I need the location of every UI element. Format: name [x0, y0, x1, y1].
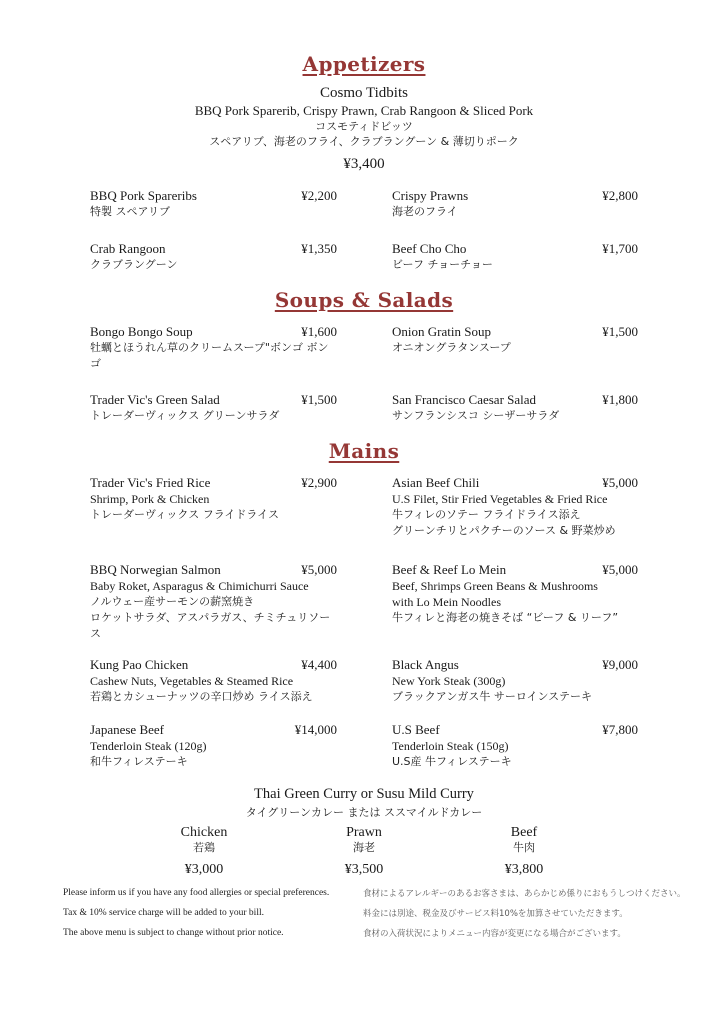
item-price: ¥5,000 — [602, 475, 638, 490]
item-name: BBQ Norwegian Salmon — [90, 562, 221, 577]
item-header — [392, 187, 638, 204]
item-price: ¥5,000 — [602, 562, 638, 577]
soups-row-1 — [90, 323, 638, 372]
item-header — [90, 656, 337, 673]
item-description-en: Baby Roket, Asparagus & Chimichurri Sauce — [90, 579, 309, 593]
menu-item-black-angus — [392, 656, 638, 705]
item-description-en: Beef, Shrimps Green Beans & Mushrooms — [392, 579, 598, 593]
menu-item-beef-and-reef-lo-mein — [392, 561, 638, 642]
item-description-jp: サンフランシスコ シーザーサラダ — [392, 409, 560, 422]
item-price: ¥1,500 — [602, 324, 638, 339]
footer-note-en-1: Please inform us if you have any food allergies or special preferences. — [63, 888, 330, 898]
curry-option-chicken — [132, 824, 277, 878]
item-description-jp: 特製 スペアリブ — [90, 205, 171, 218]
item-header — [90, 240, 337, 257]
item-description-jp: U.S産 牛フィレステーキ — [392, 755, 512, 768]
item-name: San Francisco Caesar Salad — [392, 392, 537, 407]
item-name: Trader Vic's Fried Rice — [90, 475, 211, 490]
item-description-jp: ビーフ チョーチョー — [392, 258, 493, 271]
menu-item-beef-cho-cho — [392, 240, 638, 273]
item-price: ¥2,800 — [602, 188, 638, 203]
item-description-jp: 海老のフライ — [392, 205, 458, 218]
option-name: Prawn — [346, 825, 382, 840]
item-price: ¥7,800 — [602, 722, 638, 737]
item-header — [392, 391, 638, 408]
footer-note-en-3: The above menu is subject to change without prior notice. — [63, 928, 284, 938]
item-price: ¥1,600 — [301, 324, 337, 339]
item-price: ¥14,000 — [294, 722, 337, 737]
item-description-jp: 牛フィレのソテー フライドライス添え — [392, 508, 581, 521]
item-price: ¥1,700 — [602, 241, 638, 256]
item-header — [90, 323, 337, 340]
item-header — [90, 721, 337, 738]
item-description-en: U.S Filet, Stir Fried Vegetables & Fried Rice — [392, 492, 608, 506]
option-name: Chicken — [180, 825, 228, 840]
item-header — [392, 561, 638, 578]
menu-item-us-beef — [392, 721, 638, 770]
footer — [63, 883, 693, 944]
item-name: Japanese Beef — [90, 722, 164, 737]
item-header — [392, 474, 638, 491]
curry-option-beef — [452, 824, 597, 878]
item-name: Trader Vic's Green Salad — [90, 392, 220, 407]
item-description-en: BBQ Pork Sparerib, Crispy Prawn, Crab Rangoon & Sliced Pork — [194, 103, 534, 118]
item-description-jp: スペアリブ、海老のフライ、クラブラングーン & 薄切りポーク — [209, 135, 519, 148]
item-description-en: Cashew Nuts, Vegetables & Steamed Rice — [90, 674, 294, 688]
appetizers-row-1 — [90, 187, 638, 220]
footer-note-jp-2: 料金には別途、税金及びサービス料10%を加算させていただきます。 — [363, 909, 628, 919]
item-name-jp: コスモティドビッツ — [315, 120, 413, 133]
item-price: ¥4,400 — [301, 657, 337, 672]
menu-item-crab-rangoon — [90, 240, 337, 273]
menu-item-trader-vics-green-salad — [90, 391, 337, 424]
section-appetizers — [90, 52, 638, 273]
item-name: Crispy Prawns — [392, 188, 469, 203]
item-header — [90, 474, 337, 491]
item-name: Asian Beef Chili — [392, 475, 480, 490]
item-description-jp-2: ロケットサラダ、アスパラガス、チミチュリソース — [90, 611, 331, 640]
item-description-en: Tenderloin Steak (150g) — [392, 739, 509, 753]
item-description-jp: 和牛フィレステーキ — [90, 755, 188, 768]
item-name: BBQ Pork Spareribs — [90, 188, 197, 203]
item-name: Onion Gratin Soup — [392, 324, 491, 339]
item-price: ¥9,000 — [602, 657, 638, 672]
appetizers-title: Appetizers — [302, 52, 426, 76]
item-header — [392, 656, 638, 673]
option-price: ¥3,000 — [184, 862, 224, 877]
soups-row-2 — [90, 391, 638, 424]
item-price: ¥2,200 — [301, 188, 337, 203]
item-header — [392, 323, 638, 340]
menu-item-kung-pao-chicken — [90, 656, 337, 705]
menu-item-bbq-pork-spareribs — [90, 187, 337, 220]
soups-salads-title: Soups & Salads — [274, 288, 454, 312]
item-description-en: Tenderloin Steak (120g) — [90, 739, 207, 753]
footer-note-jp-3: 食材の入荷状況によりメニュー内容が変更になる場合がございます。 — [363, 929, 626, 939]
item-name: Crab Rangoon — [90, 241, 166, 256]
item-name: U.S Beef — [392, 722, 440, 737]
item-name: Beef & Reef Lo Mein — [392, 562, 507, 577]
footer-notes-jp — [363, 883, 693, 944]
option-name-jp: 牛肉 — [513, 841, 535, 854]
item-price: ¥1,500 — [301, 392, 337, 407]
curry-options — [90, 824, 638, 878]
item-price: ¥1,800 — [602, 392, 638, 407]
item-description-jp-2: グリーンチリとパクチーのソース & 野菜炒め — [392, 524, 616, 537]
menu-item-trader-vics-fried-rice — [90, 474, 337, 539]
option-name: Beef — [510, 825, 538, 840]
mains-title: Mains — [328, 439, 400, 463]
item-header — [392, 240, 638, 257]
item-name: Beef Cho Cho — [392, 241, 467, 256]
item-header — [90, 561, 337, 578]
item-header — [90, 187, 337, 204]
curry-option-prawn — [292, 824, 437, 878]
item-name: Bongo Bongo Soup — [90, 324, 193, 339]
item-description-jp: トレーダーヴィックス グリーンサラダ — [90, 409, 280, 422]
footer-note-jp-1: 食材によるアレルギーのあるお客さまは、あらかじめ係りにおもうしつけください。 — [363, 889, 686, 899]
curry-title: Thai Green Curry or Susu Mild Curry — [254, 786, 474, 802]
featured-item-cosmo-tidbits — [90, 84, 638, 173]
option-price: ¥3,500 — [344, 862, 384, 877]
footer-notes-en — [63, 883, 363, 943]
item-name: Cosmo Tidbits — [320, 85, 408, 101]
mains-row-1 — [90, 474, 638, 539]
curry-subtitle-jp: タイグリーンカレー または ススマイルドカレー — [245, 806, 483, 819]
item-description-en-2: with Lo Mein Noodles — [392, 595, 501, 609]
item-description-jp: 牡蠣とほうれん草のクリームスープ"ボンゴ ボンゴ — [90, 341, 329, 370]
item-description-jp: ブラックアンガス牛 サーロインステーキ — [392, 690, 592, 703]
option-name-jp: 海老 — [353, 841, 375, 854]
item-name: Kung Pao Chicken — [90, 657, 189, 672]
item-price: ¥1,350 — [301, 241, 337, 256]
item-price: ¥2,900 — [301, 475, 337, 490]
appetizers-row-2 — [90, 240, 638, 273]
footer-note-en-2: Tax & 10% service charge will be added to your bill. — [63, 908, 264, 918]
item-description-en: New York Steak (300g) — [392, 674, 506, 688]
menu-item-crispy-prawns — [392, 187, 638, 220]
item-description-jp: ノルウェー産サーモンの薪窯焼き — [90, 595, 255, 608]
option-price: ¥3,800 — [504, 862, 544, 877]
item-price: ¥5,000 — [301, 562, 337, 577]
item-description-jp: クラブラングーン — [90, 258, 178, 271]
curry-block — [90, 785, 638, 878]
item-header — [90, 391, 337, 408]
menu-item-japanese-beef — [90, 721, 337, 770]
item-name: Black Angus — [392, 657, 459, 672]
option-name-jp: 若鶏 — [193, 841, 215, 854]
item-price: ¥3,400 — [343, 156, 385, 172]
menu-item-onion-gratin-soup — [392, 323, 638, 372]
item-description-en: Shrimp, Pork & Chicken — [90, 492, 210, 506]
menu-item-san-francisco-caesar-salad — [392, 391, 638, 424]
mains-row-2 — [90, 561, 638, 642]
item-description-jp: オニオングラタンスープ — [392, 341, 511, 354]
item-description-jp: トレーダーヴィックス フライドライス — [90, 508, 279, 521]
item-description-jp: 若鶏とカシューナッツの辛口炒め ライス添え — [90, 690, 313, 703]
item-header — [392, 721, 638, 738]
menu-item-bbq-norwegian-salmon — [90, 561, 337, 642]
section-soups-salads — [90, 288, 638, 424]
menu-item-bongo-bongo-soup — [90, 323, 337, 372]
menu-item-asian-beef-chili — [392, 474, 638, 539]
mains-row-3 — [90, 656, 638, 705]
item-description-jp: 牛フィレと海老の焼きそば “ビーフ & リーフ” — [392, 611, 619, 624]
section-mains — [90, 439, 638, 878]
mains-row-4 — [90, 721, 638, 770]
